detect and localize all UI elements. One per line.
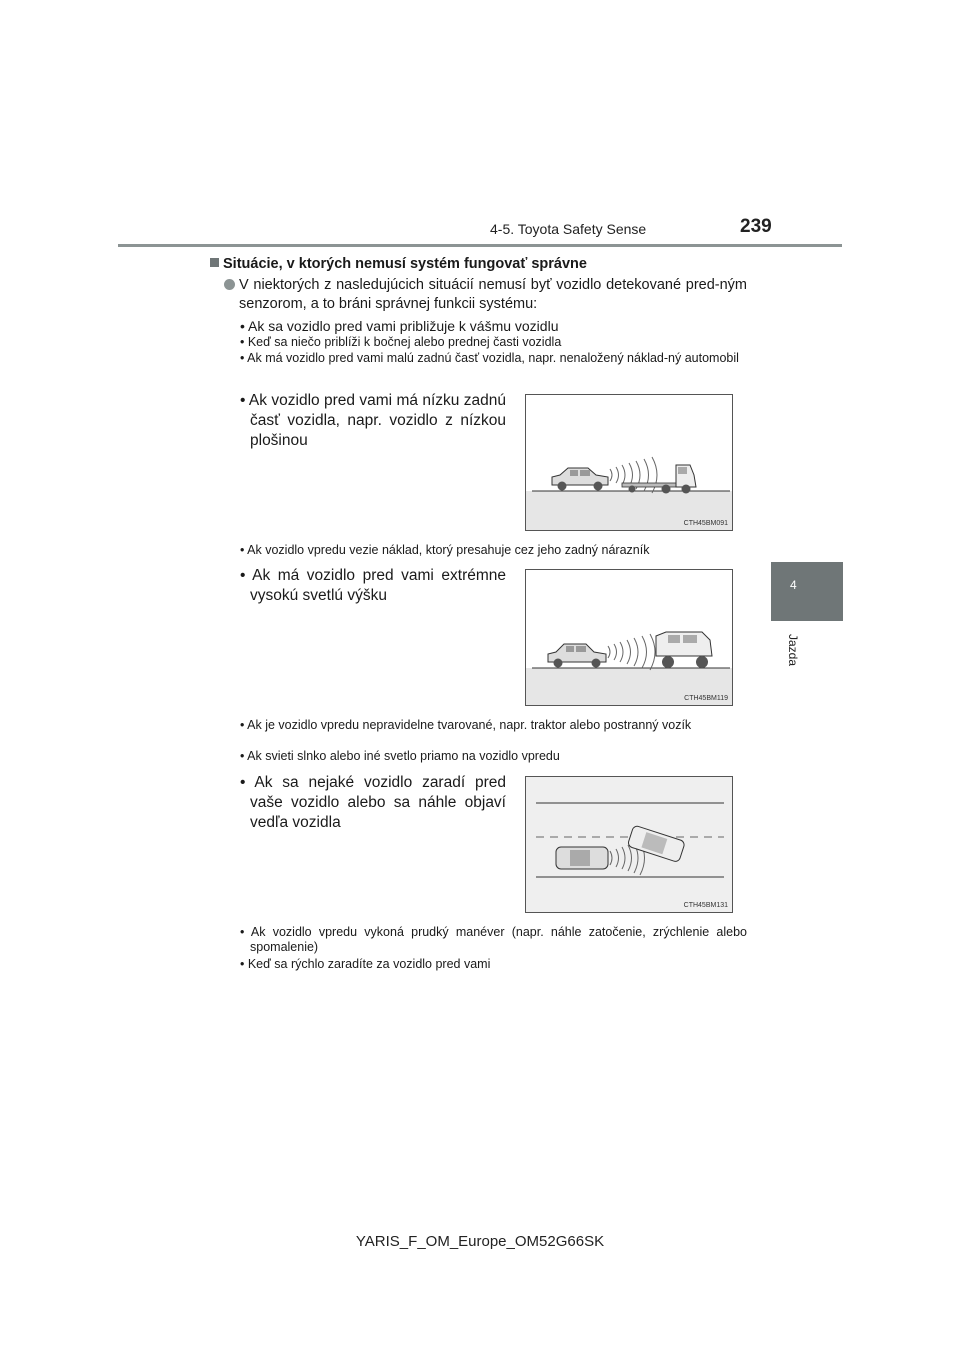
chapter-tab bbox=[771, 562, 843, 621]
page-number: 239 bbox=[740, 216, 772, 237]
low-trailer-illustration bbox=[526, 395, 733, 531]
header-section-title: 4-5. Toyota Safety Sense bbox=[490, 221, 647, 237]
footer-document-code: YARIS_F_OM_Europe_OM52G66SK bbox=[355, 1233, 605, 1250]
header-rule bbox=[118, 244, 842, 247]
list-item: • Ak svieti slnko alebo iné svetlo priamo na vozidlo vpredu bbox=[240, 749, 560, 763]
high-clearance-illustration bbox=[526, 570, 733, 706]
list-item: • Ak má vozidlo pred vami malú zadnú časť vozidla, napr. nenaložený náklad-ný automobil bbox=[240, 351, 739, 365]
list-item: • Ak je vozidlo vpredu nepravidelne tvarované, napr. traktor alebo postranný vozík bbox=[240, 718, 692, 732]
list-item: • Ak vozidlo pred vami má nízku zadnú časť vozidla, napr. vozidlo z nízkou plošinou bbox=[240, 392, 506, 449]
figure-low-trailer bbox=[525, 394, 733, 531]
figure-code: CTH45BM119 bbox=[684, 695, 728, 702]
figure-code: CTH45BM091 bbox=[683, 520, 728, 527]
list-item: • Ak vozidlo vpredu vezie náklad, ktorý presahuje cez jeho zadný nárazník bbox=[240, 543, 650, 557]
section-heading bbox=[210, 256, 587, 272]
section-heading-text: Situácie, v ktorých nemusí systém fungovať správne bbox=[223, 256, 587, 272]
list-item: • Ak sa vozidlo pred vami približuje k vášmu vozidlu bbox=[240, 318, 559, 334]
chapter-tab-number: 4 bbox=[790, 578, 797, 592]
figure-cut-in bbox=[525, 776, 733, 913]
list-item: • Keď sa rýchlo zaradíte za vozidlo pred vami bbox=[240, 957, 491, 971]
cut-in-illustration bbox=[526, 777, 733, 913]
intro-text: V niektorých z nasledujúcich situácií nemusí byť vozidlo detekované pred-ným senzorom, a to bráni správnej funkcii systému: bbox=[239, 277, 747, 312]
figure-high-clearance bbox=[525, 569, 733, 706]
list-item: • Ak sa nejaké vozidlo zaradí pred vaše vozidlo alebo sa náhle objaví vedľa vozidla bbox=[240, 774, 506, 831]
figure-code: CTH45BM131 bbox=[683, 902, 728, 909]
list-item: • Ak vozidlo vpredu vykoná prudký manéver (napr. náhle zatočenie, zrýchlenie alebo spomalenie) bbox=[240, 925, 747, 954]
intro-paragraph bbox=[225, 276, 747, 314]
square-bullet-icon bbox=[210, 258, 219, 267]
list-item: • Keď sa niečo priblíži k bočnej alebo prednej časti vozidla bbox=[240, 335, 562, 349]
chapter-tab-label: Jazda bbox=[786, 634, 800, 667]
list-item: • Ak má vozidlo pred vami extrémne vysokú svetlú výšku bbox=[240, 567, 506, 604]
